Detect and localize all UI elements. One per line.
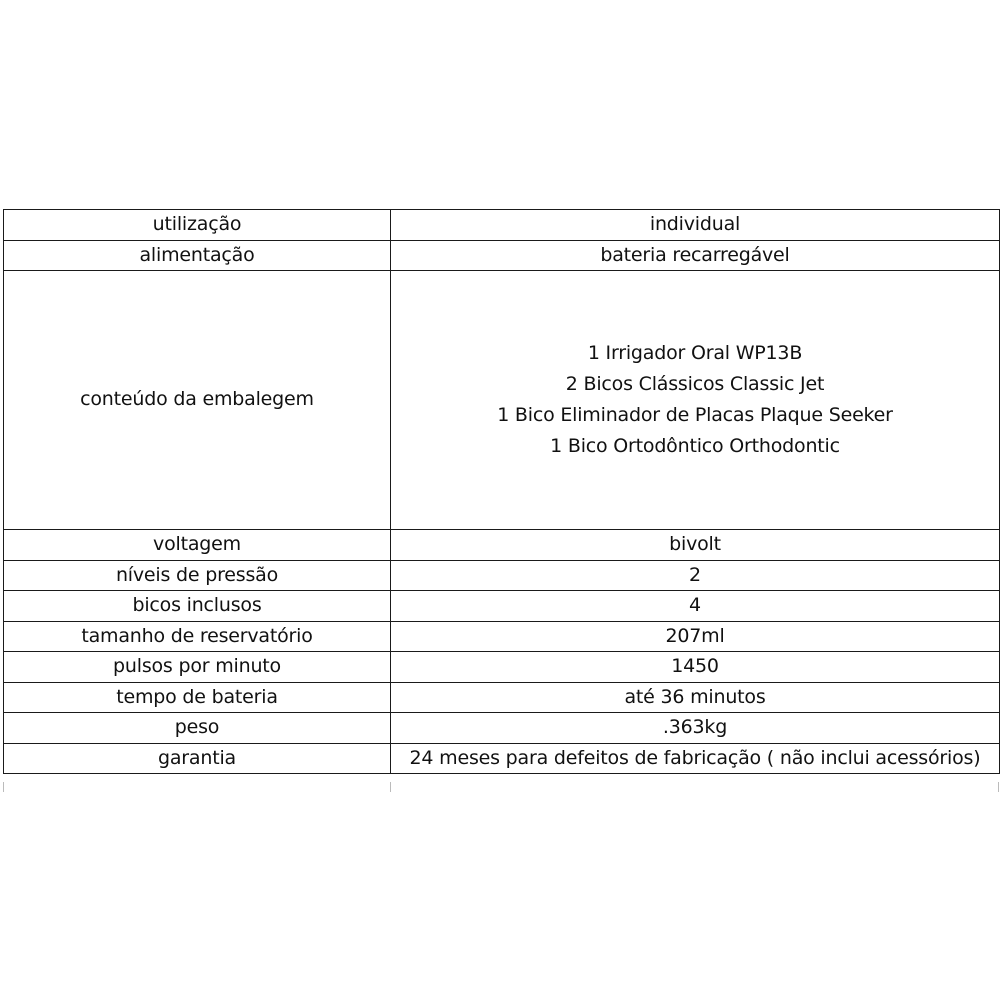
row-value: 4 — [391, 591, 1000, 622]
content-line: 1 Irrigador Oral WP13B — [587, 342, 803, 364]
content-line: 1 Bico Eliminador de Placas Plaque Seeker — [497, 404, 893, 426]
spec-table — [3, 209, 1000, 774]
row-value: 24 meses para defeitos de fabricação ( não inclui acessórios) — [391, 743, 1000, 774]
row-value: 2 — [391, 560, 1000, 591]
row-label: bicos inclusos — [4, 591, 391, 622]
content-line: 1 Bico Ortodôntico Orthodontic — [550, 435, 840, 457]
row-label: tamanho de reservatório — [4, 621, 391, 652]
row-value: .363kg — [391, 713, 1000, 744]
row-label: peso — [4, 713, 391, 744]
row-label: conteúdo da embalegem — [4, 271, 391, 530]
row-label: alimentação — [4, 240, 391, 271]
gridline-stub — [3, 782, 4, 792]
row-label: utilização — [4, 210, 391, 241]
table-row — [4, 271, 1000, 530]
table-row — [4, 210, 1000, 241]
gridline-stub — [390, 782, 391, 792]
row-label: pulsos por minuto — [4, 652, 391, 683]
content-line: 2 Bicos Clássicos Classic Jet — [565, 373, 825, 395]
table-row — [4, 621, 1000, 652]
package-contents — [391, 338, 999, 462]
row-label: voltagem — [4, 530, 391, 561]
table-row — [4, 240, 1000, 271]
row-value: 207ml — [391, 621, 1000, 652]
table-row — [4, 530, 1000, 561]
row-label: garantia — [4, 743, 391, 774]
table-row — [4, 682, 1000, 713]
row-value: bivolt — [391, 530, 1000, 561]
row-value-list — [391, 271, 1000, 530]
table-row — [4, 713, 1000, 744]
table-row — [4, 591, 1000, 622]
row-value: individual — [391, 210, 1000, 241]
table-row — [4, 560, 1000, 591]
row-value: até 36 minutos — [391, 682, 1000, 713]
row-label: tempo de bateria — [4, 682, 391, 713]
row-label: níveis de pressão — [4, 560, 391, 591]
row-value: bateria recarregável — [391, 240, 1000, 271]
table-row — [4, 743, 1000, 774]
table-row — [4, 652, 1000, 683]
gridline-stub — [998, 782, 999, 792]
row-value: 1450 — [391, 652, 1000, 683]
